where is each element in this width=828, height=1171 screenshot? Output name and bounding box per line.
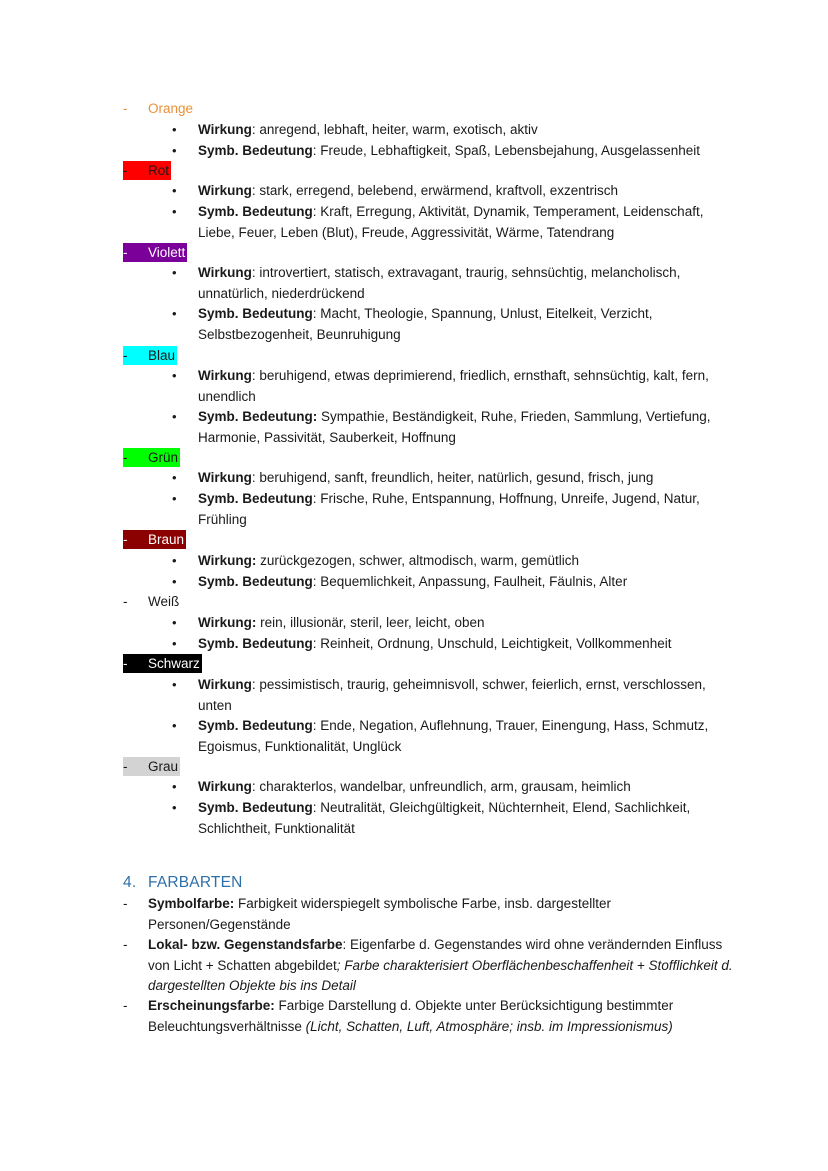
dash: -	[123, 532, 128, 547]
bullet-symb: • Symb. Bedeutung: Macht, Theologie, Spannung, Unlust, Eitelkeit, Verzicht, Selbstbezogenheit, Beunruhigung	[172, 306, 653, 342]
dash: -	[123, 896, 128, 911]
color-name: Blau	[148, 348, 176, 363]
dash: -	[123, 101, 128, 116]
color-name: Rot	[148, 163, 170, 178]
dash: -	[123, 450, 128, 465]
color-name: Braun	[148, 532, 185, 547]
bullet-symb: • Symb. Bedeutung: Sympathie, Beständigkeit, Ruhe, Frieden, Sammlung, Vertiefung, Harmonie, Passivität, Sauberkeit, Hoffnung	[172, 409, 711, 445]
color-name: Orange	[148, 101, 194, 116]
color-name: Grau	[148, 759, 179, 774]
bullet-icon: •	[172, 143, 177, 158]
bullet-wirkung: • Wirkung: introvertiert, statisch, extravagant, traurig, sehnsüchtig, melancholisch, unnatürlich, niederdrückend	[172, 265, 681, 301]
bullet-icon: •	[172, 409, 177, 424]
dash: -	[123, 594, 128, 609]
definition-symbolfarbe: - Symbolfarbe: Farbigkeit widerspiegelt symbolische Farbe, insb. dargestellter Personen/Gegenstände	[123, 896, 611, 932]
bullet-icon: •	[172, 306, 177, 321]
color-header-blau	[123, 346, 177, 365]
color-name: Violett	[148, 245, 186, 260]
bullet-symb: • Symb. Bedeutung: Reinheit, Ordnung, Unschuld, Leichtigkeit, Vollkommenheit	[172, 634, 732, 655]
color-name: Weiß	[148, 594, 180, 609]
dash: -	[123, 245, 128, 260]
color-header-braun	[123, 530, 186, 549]
dash: -	[123, 163, 128, 178]
bullet-wirkung: • Wirkung: beruhigend, sanft, freundlich, heiter, natürlich, gesund, frisch, jung	[172, 468, 732, 489]
bullet-symb: • Symb. Bedeutung: Ende, Negation, Auflehnung, Trauer, Einengung, Hass, Schmutz, Egoismus, Funktionalität, Unglück	[172, 718, 709, 754]
bullet-icon: •	[172, 265, 177, 280]
bullet-icon: •	[172, 122, 177, 137]
bullet-icon: •	[172, 574, 177, 589]
bullet-icon: •	[172, 718, 177, 733]
bullet-icon: •	[172, 204, 177, 219]
bullet-icon: •	[172, 636, 177, 651]
bullet-icon: •	[172, 677, 177, 692]
bullet-symb: • Symb. Bedeutung: Frische, Ruhe, Entspannung, Hoffnung, Unreife, Jugend, Natur, Frühling	[172, 491, 700, 527]
bullet-icon: •	[172, 779, 177, 794]
bullet-icon: •	[172, 553, 177, 568]
bullet-symb: • Symb. Bedeutung: Freude, Lebhaftigkeit, Spaß, Lebensbejahung, Ausgelassenheit	[172, 141, 732, 162]
bullet-icon: •	[172, 491, 177, 506]
section-heading: FARBARTEN	[148, 874, 243, 891]
dash: -	[123, 656, 128, 671]
section-title	[123, 873, 243, 893]
definition-erscheinungsfarbe: - Erscheinungsfarbe: Farbige Darstellung d. Objekte unter Berücksichtigung bestimmter Beleuchtungsverhältnisse (Licht, Schatten, Luft, Atmosphäre; insb. im Impressionismus)	[123, 998, 674, 1034]
color-header-gruen	[123, 448, 180, 467]
bullet-wirkung: • Wirkung: charakterlos, wandelbar, unfreundlich, arm, grausam, heimlich	[172, 777, 732, 798]
bullet-wirkung: • Wirkung: zurückgezogen, schwer, altmodisch, warm, gemütlich	[172, 551, 732, 572]
section-number: 4.	[123, 874, 137, 891]
bullet-icon: •	[172, 800, 177, 815]
bullet-icon: •	[172, 470, 177, 485]
dash: -	[123, 937, 128, 952]
bullet-wirkung: • Wirkung: pessimistisch, traurig, geheimnisvoll, schwer, feierlich, ernst, verschlossen, unten	[172, 677, 706, 713]
bullet-wirkung: • Wirkung: beruhigend, etwas deprimierend, friedlich, ernsthaft, sehnsüchtig, kalt, fern, unendlich	[172, 368, 709, 404]
bullet-icon: •	[172, 615, 177, 630]
color-header-violett	[123, 243, 187, 262]
bullet-symb: • Symb. Bedeutung: Bequemlichkeit, Anpassung, Faulheit, Fäulnis, Alter	[172, 572, 732, 593]
bullet-wirkung: • Wirkung: stark, erregend, belebend, erwärmend, kraftvoll, exzentrisch	[172, 181, 732, 202]
color-header-orange	[123, 99, 195, 118]
bullet-symb: • Symb. Bedeutung: Neutralität, Gleichgültigkeit, Nüchternheit, Elend, Sachlichkeit, Schlichtheit, Funktionalität	[172, 800, 691, 836]
dash: -	[123, 759, 128, 774]
bullet-symb: • Symb. Bedeutung: Kraft, Erregung, Aktivität, Dynamik, Temperament, Leidenschaft, Liebe, Feuer, Leben (Blut), Freude, Aggressivität, Wärme, Tatendrang	[172, 204, 704, 240]
color-header-schwarz	[123, 654, 202, 673]
bullet-wirkung: • Wirkung: anregend, lebhaft, heiter, warm, exotisch, aktiv	[172, 120, 732, 141]
color-header-weiss	[123, 592, 181, 611]
definition-lokalfarbe: - Lokal- bzw. Gegenstandsfarbe: Eigenfarbe d. Gegenstandes wird ohne verändernden Einfluss von Licht + Schatten abgebildet; Farbe charakterisiert Oberflächenbeschaffenheit + Stofflichkeit d. dargestellten Objekte bis ins Detail	[123, 937, 733, 993]
color-header-rot	[123, 161, 171, 180]
bullet-icon: •	[172, 183, 177, 198]
dash: -	[123, 348, 128, 363]
color-name: Grün	[148, 450, 179, 465]
bullet-icon: •	[172, 368, 177, 383]
bullet-wirkung: • Wirkung: rein, illusionär, steril, leer, leicht, oben	[172, 613, 732, 634]
color-name: Schwarz	[148, 656, 200, 671]
color-header-grau	[123, 757, 180, 776]
dash: -	[123, 998, 128, 1013]
